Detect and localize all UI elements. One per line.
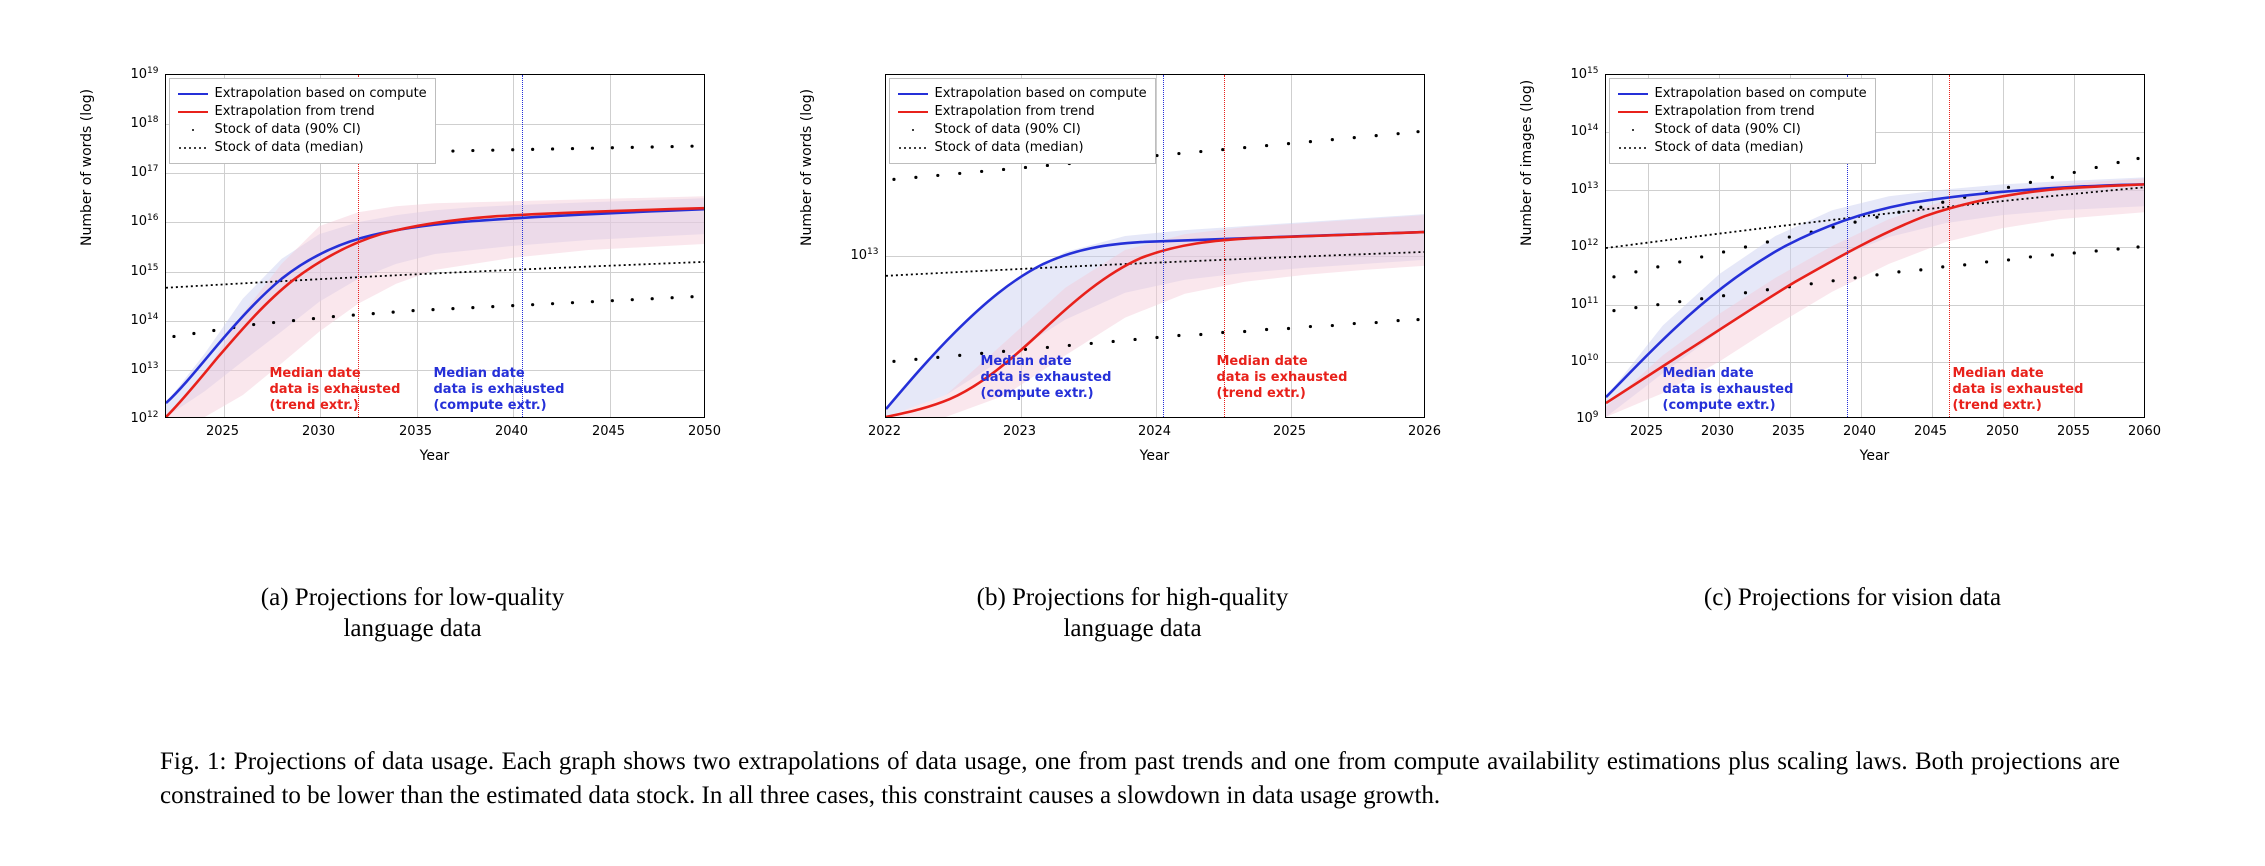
legend-dots-dense-icon [898,141,928,155]
xtick-b-2023: 2023 [1002,424,1037,439]
xtick-a-2030: 2030 [301,424,336,439]
annotation-b-compute-l3: (compute extr.) [980,386,1094,401]
legend-label-stockmed-a: Stock of data (median) [214,140,364,155]
xtick-c-2050: 2050 [1985,424,2020,439]
xtick-a-2050: 2050 [687,424,722,439]
annotation-c-compute-l1: Median date [1662,366,1754,381]
legend-row-compute-c [1618,85,1867,103]
figure-caption: Fig. 1: Projections of data usage. Each graph shows two extrapolations of data usage, one from past trends and one from compute availability estimations plus scaling laws. Both projections are constrained to be lower than the estimated data stock. In all three cases, this constraint causes a slowdown in data usage growth. [160,748,2120,809]
ytick-a-15: $10^{15}$ [130,262,159,280]
xtick-c-2055: 2055 [2056,424,2091,439]
ytick-a-14: $10^{14}$ [130,311,159,329]
plot-b [793,18,1473,578]
legend-label-trend-b: Extrapolation from trend [934,104,1095,119]
legend-row-trend-b [898,103,1147,121]
legend-row-stockmed-b [898,139,1147,157]
annotation-b-trend-l2: data is exhausted [1216,370,1348,385]
x-axis-label-a: Year [419,448,450,464]
legend-label-stockci-a: Stock of data (90% CI) [214,122,361,137]
panel-caption-a-l1: (a) Projections for low-quality [260,584,565,611]
xtick-c-2030: 2030 [1700,424,1735,439]
vline-b-compute [1163,75,1164,417]
ytick-b-13: $10^{13}$ [850,246,879,264]
annotation-b-trend [1217,354,1348,402]
annotation-a-trend [270,366,401,414]
annotation-a-compute-l1: Median date [433,366,525,381]
legend-row-compute-b [898,85,1147,103]
legend-line-trend-icon [1618,105,1648,119]
vline-c-trend [1949,75,1950,417]
panel-caption-b-l1: (b) Projections for high-quality [976,584,1289,611]
legend-row-stockci-b [898,121,1147,139]
legend-label-stockci-c: Stock of data (90% CI) [1654,122,1801,137]
legend-line-trend-icon [898,105,928,119]
ytick-a-19: $10^{19}$ [130,65,159,83]
legend-b [889,78,1156,164]
plot-c [1513,18,2193,578]
legend-label-stockmed-c: Stock of data (median) [1654,140,1804,155]
panel-caption-b-l2: language data [1063,615,1202,642]
xtick-c-2035: 2035 [1771,424,1806,439]
panel-caption-c-l1: (c) Projections for vision data [1703,584,2002,611]
annotation-a-trend-l3: (trend extr.) [269,398,359,413]
panel-c [1513,18,2193,618]
ytick-c-10: $10^{10}$ [1570,352,1599,370]
annotation-b-compute-l2: data is exhausted [980,370,1112,385]
y-axis-label-b: Number of words (log) [798,88,815,246]
legend-row-stockmed-c [1618,139,1867,157]
ytick-c-11: $10^{11}$ [1570,295,1599,313]
xtick-b-2026: 2026 [1407,424,1442,439]
xtick-c-2060: 2060 [2127,424,2162,439]
legend-row-stockci-c [1618,121,1867,139]
xtick-b-2024: 2024 [1137,424,1172,439]
legend-label-stockci-b: Stock of data (90% CI) [934,122,1081,137]
legend-label-compute-b: Extrapolation based on compute [934,86,1147,101]
legend-label-trend-c: Extrapolation from trend [1654,104,1815,119]
annotation-c-trend-l1: Median date [1952,366,2044,381]
figure-row [0,18,2265,642]
x-axis-label-b: Year [1139,448,1170,464]
panel-caption-a [73,582,753,644]
ytick-c-14: $10^{14}$ [1570,122,1599,140]
y-axis-label-c: Number of images (log) [1518,79,1535,246]
annotation-c-compute-l3: (compute extr.) [1662,398,1776,413]
panel-caption-c [1513,582,2193,613]
xtick-c-2045: 2045 [1913,424,1948,439]
legend-row-compute-a [178,85,427,103]
legend-row-trend-c [1618,103,1867,121]
xtick-b-2025: 2025 [1272,424,1307,439]
y-axis-label-a: Number of words (log) [78,88,95,246]
annotation-a-compute [434,366,565,414]
legend-line-compute-icon [1618,87,1648,101]
annotation-c-trend-l2: data is exhausted [1952,382,2084,397]
legend-line-compute-icon [178,87,208,101]
legend-line-compute-icon [898,87,928,101]
legend-dots-sparse-icon [178,123,208,137]
annotation-a-compute-l2: data is exhausted [433,382,565,397]
panel-caption-b [793,582,1473,644]
ytick-c-9: $10^9$ [1576,409,1599,427]
annotation-c-trend [1953,366,2084,414]
ytick-c-15: $10^{15}$ [1570,65,1599,83]
x-axis-label-c: Year [1859,448,1890,464]
panel-a [73,18,753,642]
legend-line-trend-icon [178,105,208,119]
legend-dots-dense-icon [178,141,208,155]
legend-row-trend-a [178,103,427,121]
annotation-c-trend-l3: (trend extr.) [1952,398,2042,413]
ytick-a-12: $10^{12}$ [130,409,159,427]
annotation-b-compute [981,354,1112,402]
annotation-b-compute-l1: Median date [980,354,1072,369]
legend-a [169,78,436,164]
ytick-c-12: $10^{12}$ [1570,237,1599,255]
annotation-a-compute-l3: (compute extr.) [433,398,547,413]
legend-label-compute-c: Extrapolation based on compute [1654,86,1867,101]
legend-row-stockci-a [178,121,427,139]
annotation-b-trend-l3: (trend extr.) [1216,386,1306,401]
xtick-a-2040: 2040 [494,424,529,439]
annotation-c-compute [1663,366,1794,414]
annotation-a-trend-l2: data is exhausted [269,382,401,397]
panel-caption-a-l2: language data [343,615,482,642]
xtick-c-2025: 2025 [1629,424,1664,439]
legend-dots-dense-icon [1618,141,1648,155]
legend-row-stockmed-a [178,139,427,157]
plot-a [73,18,753,578]
annotation-b-trend-l1: Median date [1216,354,1308,369]
legend-dots-sparse-icon [898,123,928,137]
ytick-a-16: $10^{16}$ [130,212,159,230]
panel-b [793,18,1473,642]
legend-label-compute-a: Extrapolation based on compute [214,86,427,101]
xtick-c-2040: 2040 [1842,424,1877,439]
xtick-a-2025: 2025 [205,424,240,439]
annotation-a-trend-l1: Median date [269,366,361,381]
ytick-a-17: $10^{17}$ [130,163,159,181]
annotation-c-compute-l2: data is exhausted [1662,382,1794,397]
ytick-c-13: $10^{13}$ [1570,180,1599,198]
ytick-a-13: $10^{13}$ [130,360,159,378]
xtick-a-2045: 2045 [591,424,626,439]
xtick-b-2022: 2022 [867,424,902,439]
ytick-a-18: $10^{18}$ [130,114,159,132]
legend-label-stockmed-b: Stock of data (median) [934,140,1084,155]
xtick-a-2035: 2035 [398,424,433,439]
legend-c [1609,78,1876,164]
legend-dots-sparse-icon [1618,123,1648,137]
legend-label-trend-a: Extrapolation from trend [214,104,375,119]
